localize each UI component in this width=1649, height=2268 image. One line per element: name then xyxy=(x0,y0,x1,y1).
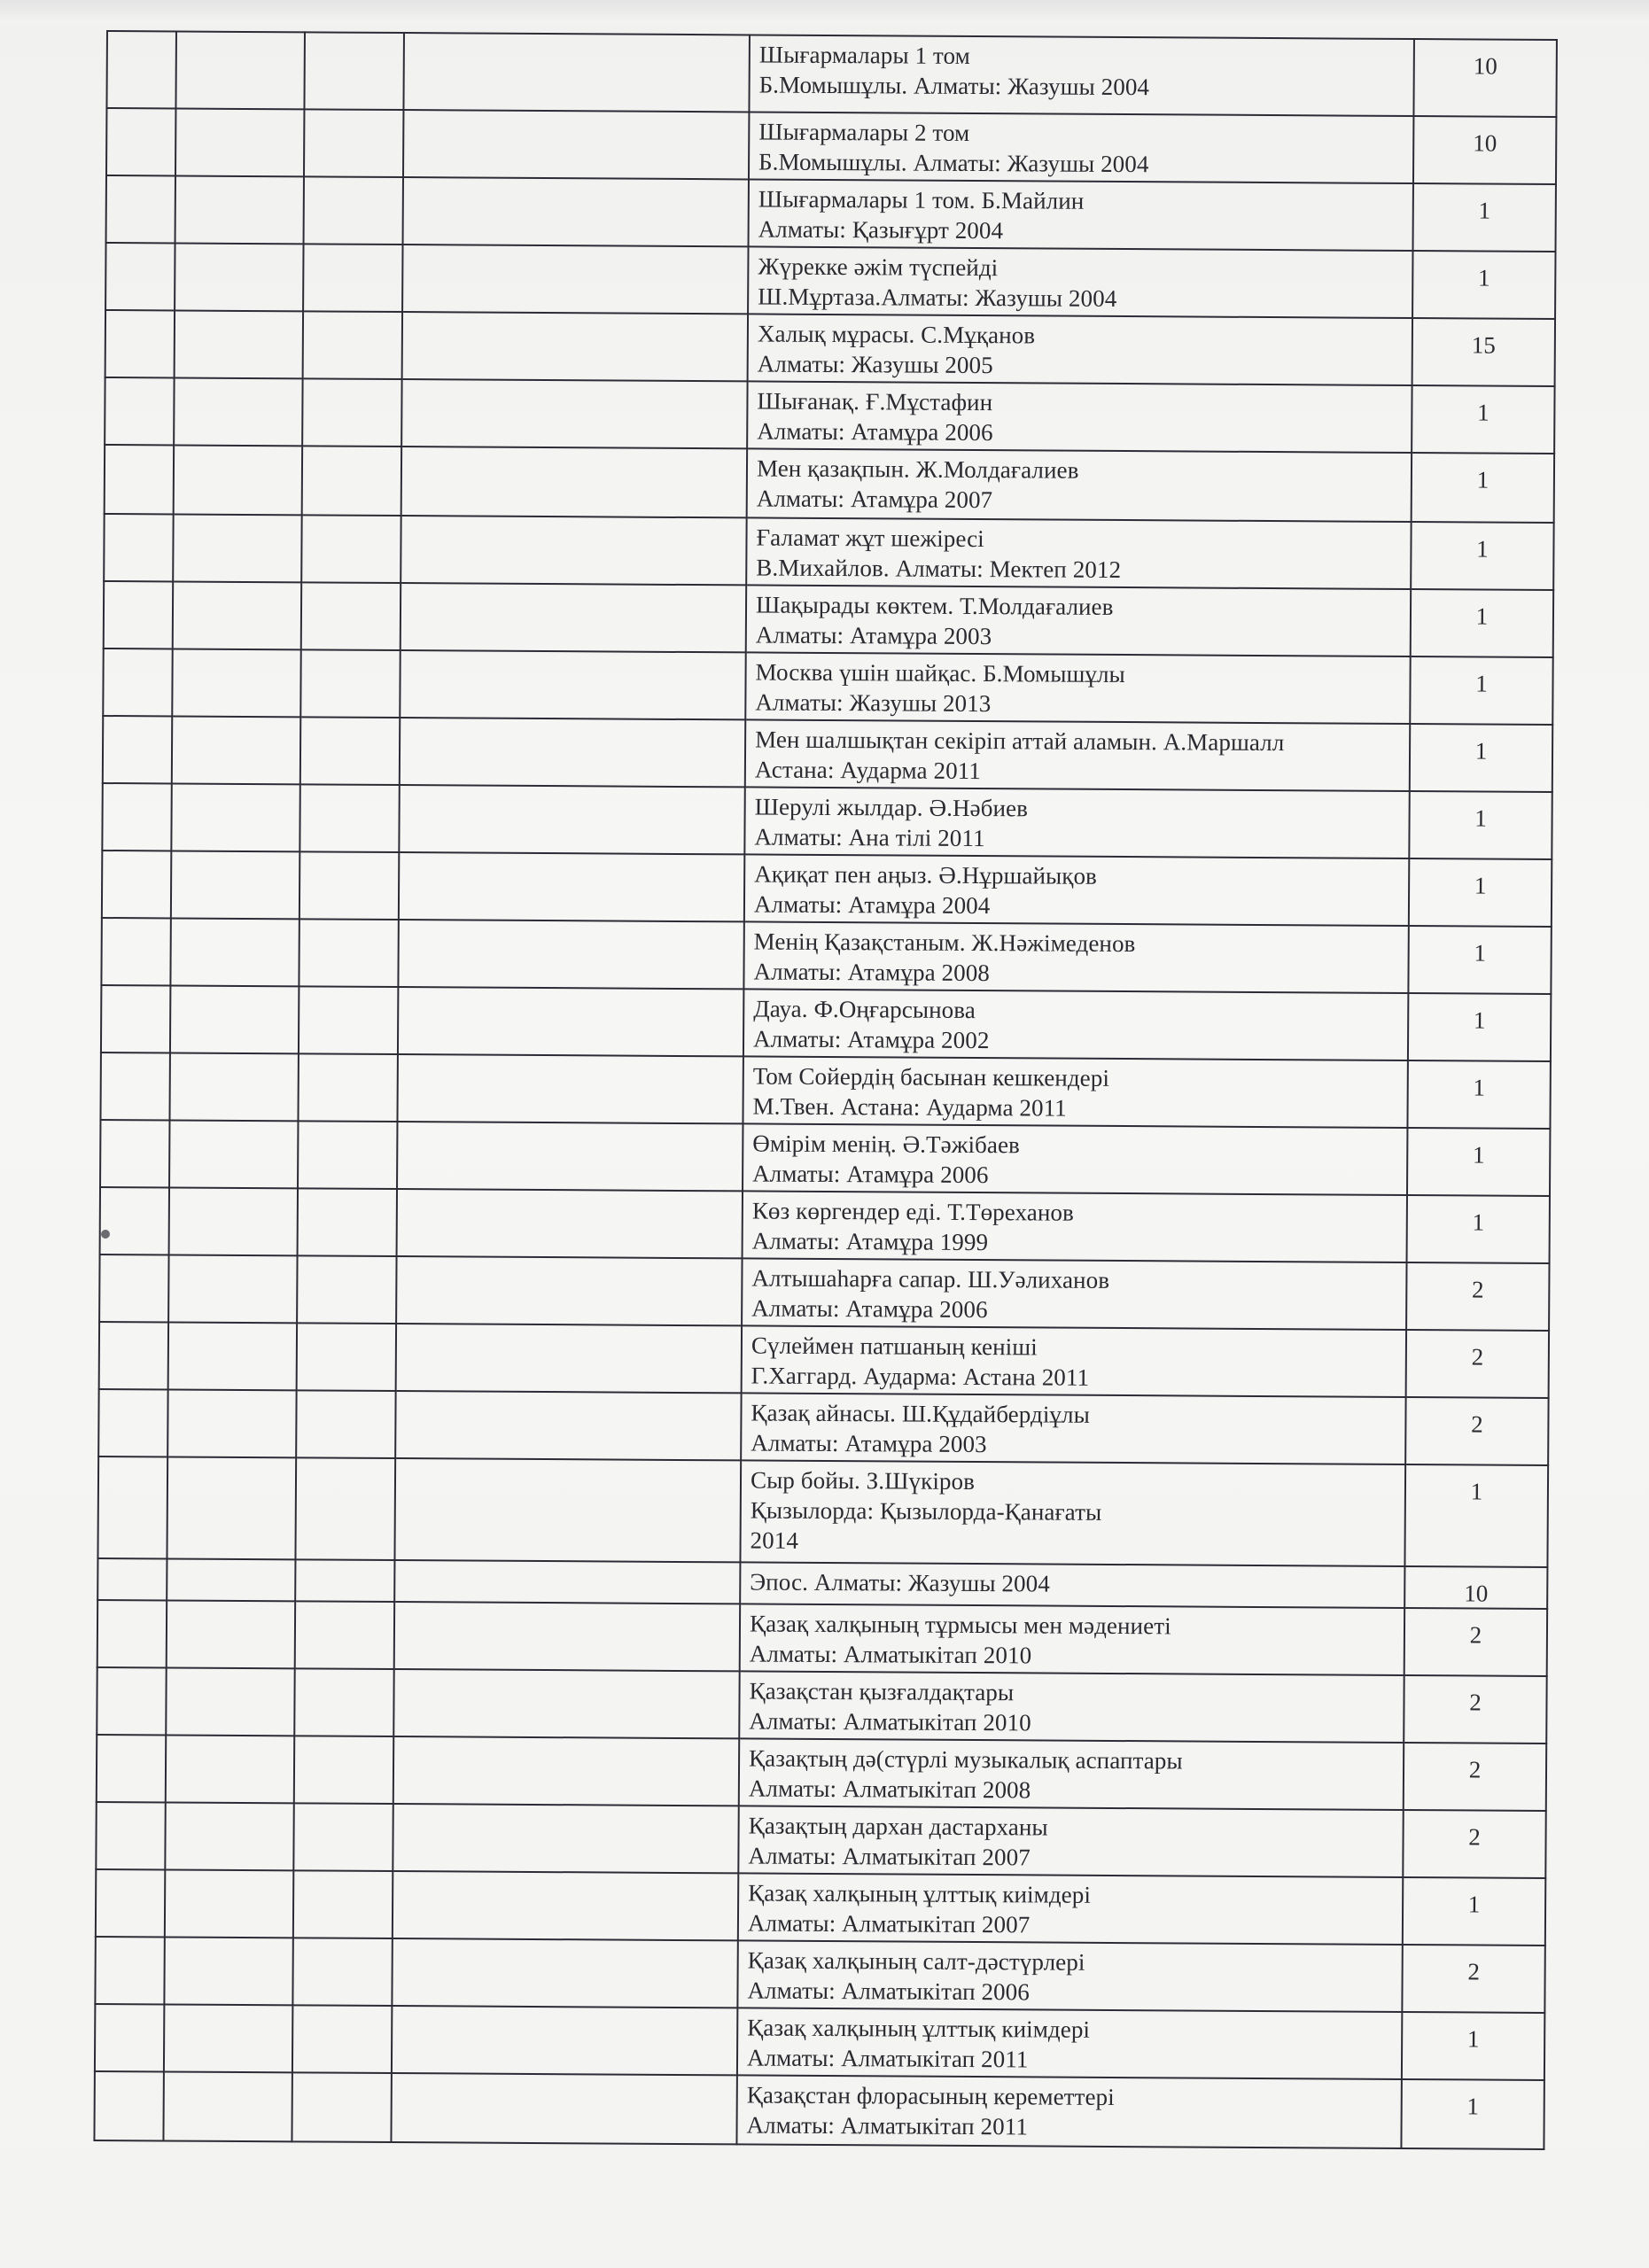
empty-cell xyxy=(303,311,402,379)
empty-cell xyxy=(102,850,171,918)
book-quantity: 10 xyxy=(1404,1566,1547,1609)
book-publisher: Алматы: Алматыкітап 2010 xyxy=(749,1707,1031,1736)
table-row xyxy=(96,1869,1545,1946)
empty-cell xyxy=(403,177,749,246)
empty-cell xyxy=(399,852,744,921)
empty-cell xyxy=(105,310,175,377)
book-quantity: 2 xyxy=(1403,1810,1545,1878)
book-publisher: Ш.Мұртаза.Алматы: Жазушы 2004 xyxy=(758,283,1117,312)
book-quantity: 1 xyxy=(1411,522,1553,590)
empty-cell xyxy=(299,784,399,852)
book-quantity: 2 xyxy=(1406,1262,1549,1331)
empty-cell xyxy=(169,1120,298,1188)
book-title: Қазақ халқының салт-дәстүрлері xyxy=(747,1946,1085,1976)
empty-cell xyxy=(104,581,173,649)
empty-cell xyxy=(300,717,400,785)
empty-cell xyxy=(172,716,300,784)
empty-cell xyxy=(104,514,173,581)
table-row xyxy=(100,1120,1550,1196)
empty-cell xyxy=(94,2071,163,2140)
empty-cell xyxy=(295,1559,394,1602)
empty-cell xyxy=(296,1390,395,1458)
book-publisher: Б.Момышұлы. Алматы: Жазушы 2004 xyxy=(758,71,1150,101)
book-title: Қазақ айнасы. Ш.Құдайбердіұлы xyxy=(751,1399,1091,1428)
table-row xyxy=(105,243,1555,319)
book-title: Том Сойердің басынан кешкендері xyxy=(752,1062,1110,1091)
book-title: Ақиқат пен аңыз. Ә.Нұршайықов xyxy=(754,860,1098,889)
table-row xyxy=(97,1600,1547,1676)
empty-cell xyxy=(175,31,305,109)
empty-cell xyxy=(396,1256,742,1325)
book-title: Эпос. Алматы: Жазушы 2004 xyxy=(750,1568,1050,1597)
book-title: Шығармалары 1 том. Б.Майлин xyxy=(758,185,1085,214)
table-row xyxy=(106,108,1556,184)
empty-cell xyxy=(401,583,746,652)
empty-cell xyxy=(164,2004,292,2072)
empty-cell xyxy=(292,2072,391,2142)
book-quantity: 1 xyxy=(1404,1464,1548,1567)
empty-cell xyxy=(393,1669,739,1738)
book-publisher: Алматы: Атамұра 2003 xyxy=(751,1429,987,1458)
empty-cell xyxy=(97,1558,167,1600)
empty-cell xyxy=(394,1560,740,1604)
table-row xyxy=(100,1052,1550,1129)
table-row xyxy=(104,514,1553,590)
empty-cell xyxy=(398,920,743,989)
book-title: Қазақстан қызғалдақтары xyxy=(749,1677,1015,1706)
empty-cell xyxy=(167,1600,295,1668)
empty-cell xyxy=(295,1601,394,1669)
book-title-cell xyxy=(742,1258,1406,1330)
empty-cell xyxy=(164,1937,292,2005)
empty-cell xyxy=(298,1121,397,1189)
empty-cell xyxy=(101,985,170,1052)
book-publisher: Алматы: Ана тілі 2011 xyxy=(754,823,985,852)
empty-cell xyxy=(97,1667,166,1735)
book-publisher: Алматы: Атамұра 2006 xyxy=(757,417,993,447)
book-title-cell xyxy=(749,179,1413,251)
empty-cell xyxy=(169,1052,298,1121)
empty-cell xyxy=(298,1053,397,1122)
table-row xyxy=(103,716,1552,792)
empty-cell xyxy=(297,1255,396,1324)
empty-cell xyxy=(293,1870,393,1938)
empty-cell xyxy=(97,1735,166,1802)
book-register-table xyxy=(93,30,1558,2150)
book-quantity: 1 xyxy=(1401,2079,1544,2149)
table-row xyxy=(97,1667,1546,1744)
book-title-cell xyxy=(748,314,1412,385)
punch-hole-mark xyxy=(101,1230,110,1239)
book-year-continuation: 2014 xyxy=(750,1526,799,1554)
scan-edge-shadow xyxy=(0,0,1649,23)
empty-cell xyxy=(304,176,403,245)
book-publisher: Б.Момышұлы. Алматы: Жазушы 2004 xyxy=(758,148,1149,178)
empty-cell xyxy=(96,1802,165,1869)
empty-cell xyxy=(103,716,172,783)
book-publisher: Алматы: Атамұра 1999 xyxy=(751,1227,989,1256)
book-title: Қазақ халқының ұлттық киімдері xyxy=(747,2014,1091,2043)
empty-cell xyxy=(301,582,401,650)
empty-cell xyxy=(297,1323,396,1391)
book-quantity: 10 xyxy=(1413,39,1557,117)
book-title: Жүрекке әжім түспейді xyxy=(758,252,999,282)
book-publisher: Алматы: Атамұра 2006 xyxy=(751,1294,988,1324)
empty-cell xyxy=(167,1456,296,1559)
book-title-cell xyxy=(743,1056,1407,1128)
empty-cell xyxy=(99,1322,168,1389)
empty-cell xyxy=(175,175,304,244)
book-publisher: М.Твен. Астана: Аударма 2011 xyxy=(752,1092,1067,1122)
empty-cell xyxy=(163,2071,292,2141)
empty-cell xyxy=(293,1803,393,1871)
book-title: Қазақстан флорасының кереметтері xyxy=(746,2081,1115,2110)
book-quantity: 2 xyxy=(1404,1608,1547,1676)
empty-cell xyxy=(397,1054,743,1123)
book-quantity: 1 xyxy=(1402,2012,1544,2080)
empty-cell xyxy=(400,650,745,719)
empty-cell xyxy=(299,986,398,1054)
empty-cell xyxy=(397,1122,743,1191)
book-title-cell xyxy=(740,1604,1404,1675)
book-title-cell xyxy=(747,448,1412,522)
table-row xyxy=(100,1187,1550,1263)
empty-cell xyxy=(167,1558,295,1601)
book-title-cell xyxy=(744,787,1409,858)
book-publisher: Алматы: Атамұра 2008 xyxy=(753,958,991,987)
empty-cell xyxy=(394,1602,740,1671)
book-title-cell xyxy=(746,517,1411,589)
book-title: Шақырады көктем. Т.Молдағалиев xyxy=(755,591,1114,620)
empty-cell xyxy=(401,516,746,585)
empty-cell xyxy=(102,783,171,850)
book-title-cell xyxy=(738,1873,1403,1945)
book-quantity: 1 xyxy=(1412,453,1554,523)
book-title: Алтышаһарға сапар. Ш.Уәлиханов xyxy=(751,1264,1110,1293)
empty-cell xyxy=(105,377,174,445)
book-title-cell xyxy=(743,1123,1407,1195)
book-quantity: 1 xyxy=(1408,993,1551,1061)
empty-cell xyxy=(101,918,170,985)
book-title-cell xyxy=(743,989,1408,1060)
book-quantity: 1 xyxy=(1410,656,1552,725)
empty-cell xyxy=(98,1389,167,1456)
empty-cell xyxy=(100,1052,169,1120)
table-row xyxy=(95,2004,1544,2080)
book-publisher: Алматы: Алматыкітап 2008 xyxy=(748,1775,1031,1804)
book-title: Мен шалшықтан секіріп аттай аламын. А.Маршалл xyxy=(755,726,1285,757)
empty-cell xyxy=(304,32,404,110)
book-title: Дауа. Ф.Оңғарсынова xyxy=(753,995,976,1024)
book-publisher: Алматы: Алматыкітап 2006 xyxy=(747,1977,1031,2006)
book-publisher: Алматы: Жазушы 2013 xyxy=(755,688,992,718)
empty-cell xyxy=(295,1457,395,1560)
table-row xyxy=(102,850,1552,927)
book-title: Ғаламат жұт шежіресі xyxy=(756,524,984,553)
empty-cell xyxy=(96,1869,165,1937)
book-quantity: 1 xyxy=(1412,251,1555,319)
empty-cell xyxy=(304,109,403,177)
book-quantity: 10 xyxy=(1413,116,1556,184)
empty-cell xyxy=(174,377,302,446)
book-title: Шығармалары 1 том xyxy=(758,41,970,69)
empty-cell xyxy=(166,1735,294,1803)
book-title: Москва үшін шайқас. Б.Момышұлы xyxy=(755,658,1125,688)
empty-cell xyxy=(400,718,745,787)
empty-cell xyxy=(105,445,174,514)
table-row xyxy=(105,310,1555,386)
book-quantity: 2 xyxy=(1402,1945,1544,2013)
empty-cell xyxy=(103,649,172,716)
book-quantity: 2 xyxy=(1405,1397,1548,1465)
table-row xyxy=(99,1322,1549,1398)
book-title-cell xyxy=(737,2008,1402,2079)
table-row xyxy=(105,445,1554,523)
empty-cell xyxy=(171,783,299,851)
table-row xyxy=(104,581,1553,657)
empty-cell xyxy=(402,312,748,381)
book-title: Шерулі жылдар. Ә.Нәбиев xyxy=(754,793,1029,822)
book-title-cell xyxy=(740,1562,1404,1608)
book-title-cell xyxy=(740,1460,1405,1566)
empty-cell xyxy=(106,175,175,243)
book-title: Менің Қазақстаным. Ж.Нәжімеденов xyxy=(753,928,1136,958)
book-title-cell xyxy=(749,112,1413,183)
empty-cell xyxy=(302,446,401,516)
empty-cell xyxy=(106,31,176,108)
table-row xyxy=(96,1802,1545,1878)
book-title-cell xyxy=(737,1940,1402,2012)
empty-cell xyxy=(173,514,301,582)
empty-cell xyxy=(170,918,299,986)
empty-cell xyxy=(300,649,400,718)
book-quantity: 1 xyxy=(1409,858,1552,927)
empty-cell xyxy=(294,1736,393,1804)
empty-cell xyxy=(165,1869,293,1938)
book-title: Қазақтың дә(стүрлі музыкалық аспаптары xyxy=(749,1744,1183,1775)
book-title-cell xyxy=(749,35,1414,116)
book-publisher: Қызылорда: Қызылорда-Қанағаты xyxy=(750,1496,1102,1526)
book-quantity: 1 xyxy=(1410,724,1552,792)
empty-cell xyxy=(97,1600,167,1667)
book-register-body xyxy=(94,31,1557,2149)
book-quantity: 1 xyxy=(1408,926,1551,994)
empty-cell xyxy=(292,2005,392,2073)
empty-cell xyxy=(292,1938,392,2006)
empty-cell xyxy=(99,1254,168,1322)
empty-cell xyxy=(165,1802,293,1870)
book-quantity: 1 xyxy=(1407,1195,1550,1263)
empty-cell xyxy=(401,447,747,517)
empty-cell xyxy=(175,243,303,311)
book-publisher: Алматы: Атамұра 2007 xyxy=(756,485,993,514)
book-quantity: 2 xyxy=(1406,1330,1549,1398)
book-quantity: 1 xyxy=(1409,791,1552,859)
empty-cell xyxy=(298,1188,397,1256)
book-title: Мен қазақпын. Ж.Молдағалиев xyxy=(756,454,1079,484)
book-title-cell xyxy=(745,652,1410,724)
table-row xyxy=(99,1254,1549,1331)
book-publisher: Алматы: Алматыкітап 2007 xyxy=(747,1909,1031,1938)
book-title-cell xyxy=(736,2075,1401,2148)
table-row xyxy=(98,1389,1548,1465)
book-publisher: Алматы: Алматыкітап 2011 xyxy=(746,2044,1029,2073)
book-quantity: 2 xyxy=(1404,1743,1546,1811)
book-publisher: Астана: Аударма 2011 xyxy=(754,756,982,785)
empty-cell xyxy=(392,1938,737,2008)
empty-cell xyxy=(397,1189,743,1258)
book-title: Шығармалары 2 том xyxy=(758,118,970,146)
table-row xyxy=(103,649,1552,725)
empty-cell xyxy=(172,649,300,717)
empty-cell xyxy=(394,1458,741,1562)
book-title-cell xyxy=(739,1671,1404,1743)
empty-cell xyxy=(401,379,747,448)
empty-cell xyxy=(302,378,401,447)
book-quantity: 2 xyxy=(1404,1675,1546,1744)
table-row xyxy=(106,175,1556,252)
empty-cell xyxy=(95,2004,164,2071)
book-title: Қазақ халқының тұрмысы мен мәдениеті xyxy=(749,1610,1171,1640)
empty-cell xyxy=(396,1324,742,1393)
book-title: Өмірім менің. Ә.Тәжібаев xyxy=(752,1130,1021,1159)
book-publisher: Алматы: Алматыкітап 2007 xyxy=(748,1842,1031,1871)
empty-cell xyxy=(403,110,749,179)
empty-cell xyxy=(170,985,299,1053)
book-title: Сыр бойы. З.Шүкіров xyxy=(750,1466,976,1495)
empty-cell xyxy=(167,1389,296,1457)
book-title: Қазақтың дархан дастарханы xyxy=(748,1812,1048,1841)
empty-cell xyxy=(402,245,748,314)
table-row xyxy=(101,918,1551,994)
empty-cell xyxy=(398,987,743,1056)
book-title-cell xyxy=(742,1325,1406,1397)
empty-cell xyxy=(392,2006,737,2075)
empty-cell xyxy=(399,785,744,854)
table-row xyxy=(97,1735,1546,1811)
table-row xyxy=(94,2071,1544,2149)
book-quantity: 1 xyxy=(1413,183,1556,252)
empty-cell xyxy=(100,1120,169,1187)
book-quantity: 1 xyxy=(1407,1128,1550,1196)
table-row xyxy=(106,31,1557,117)
empty-cell xyxy=(105,243,175,310)
book-title-cell xyxy=(738,1806,1403,1877)
book-publisher: Алматы: Алматыкітап 2011 xyxy=(746,2111,1029,2140)
book-title: Көз көргендер еді. Т.Төреханов xyxy=(751,1197,1074,1226)
book-quantity: 1 xyxy=(1412,385,1554,454)
empty-cell xyxy=(294,1668,393,1736)
empty-cell xyxy=(169,1187,298,1255)
book-title-cell xyxy=(741,1393,1405,1464)
book-title-cell xyxy=(743,921,1408,993)
empty-cell xyxy=(301,515,401,583)
empty-cell xyxy=(171,850,299,919)
empty-cell xyxy=(95,1937,164,2004)
empty-cell xyxy=(393,1804,738,1873)
empty-cell xyxy=(174,445,302,515)
empty-cell xyxy=(391,2073,736,2144)
book-title: Шығанақ. Ғ.Мұстафин xyxy=(757,387,993,416)
book-title-cell xyxy=(746,585,1411,656)
book-title-cell xyxy=(745,719,1410,791)
empty-cell xyxy=(393,1871,738,1940)
table-row xyxy=(101,985,1551,1061)
book-title: Қазақ халқының ұлттық киімдері xyxy=(748,1879,1092,1908)
book-publisher: В.Михайлов. Алматы: Мектеп 2012 xyxy=(756,554,1122,584)
book-publisher: Г.Хаггард. Аударма: Астана 2011 xyxy=(751,1362,1090,1391)
empty-cell xyxy=(168,1322,297,1390)
empty-cell xyxy=(173,581,301,649)
book-publisher: Алматы: Алматыкітап 2010 xyxy=(749,1640,1032,1669)
empty-cell xyxy=(168,1254,297,1323)
empty-cell xyxy=(303,244,402,312)
book-quantity: 1 xyxy=(1411,589,1553,657)
book-publisher: Алматы: Атамұра 2002 xyxy=(752,1025,990,1054)
book-publisher: Алматы: Атамұра 2006 xyxy=(752,1160,989,1189)
empty-cell xyxy=(395,1391,741,1460)
empty-cell xyxy=(166,1667,294,1736)
table-row xyxy=(97,1456,1548,1567)
book-title-cell xyxy=(743,1191,1407,1262)
table-row xyxy=(105,377,1554,454)
book-title-cell xyxy=(739,1738,1404,1810)
book-title-cell xyxy=(744,854,1409,926)
empty-cell xyxy=(393,1736,739,1806)
book-quantity: 15 xyxy=(1412,318,1555,386)
empty-cell xyxy=(100,1187,169,1254)
book-publisher: Алматы: Атамұра 2003 xyxy=(755,621,992,650)
book-quantity: 1 xyxy=(1403,1877,1545,1946)
empty-cell xyxy=(175,310,303,378)
book-title-cell xyxy=(747,381,1412,453)
empty-cell xyxy=(403,33,750,112)
table-row xyxy=(95,1937,1544,2013)
empty-cell xyxy=(97,1456,167,1558)
book-title: Халық мұрасы. С.Мұқанов xyxy=(757,320,1036,349)
empty-cell xyxy=(299,919,398,987)
book-title-cell xyxy=(748,246,1412,318)
book-publisher: Алматы: Атамұра 2004 xyxy=(753,890,991,920)
empty-cell xyxy=(299,851,399,920)
book-title: Сүлеймен патшаның кеніші xyxy=(751,1332,1038,1361)
book-publisher: Алматы: Жазушы 2005 xyxy=(757,350,993,379)
empty-cell xyxy=(175,108,304,176)
table-row xyxy=(102,783,1552,859)
book-quantity: 1 xyxy=(1407,1060,1550,1129)
book-publisher: Алматы: Қазығұрт 2004 xyxy=(758,215,1004,245)
empty-cell xyxy=(106,108,175,175)
